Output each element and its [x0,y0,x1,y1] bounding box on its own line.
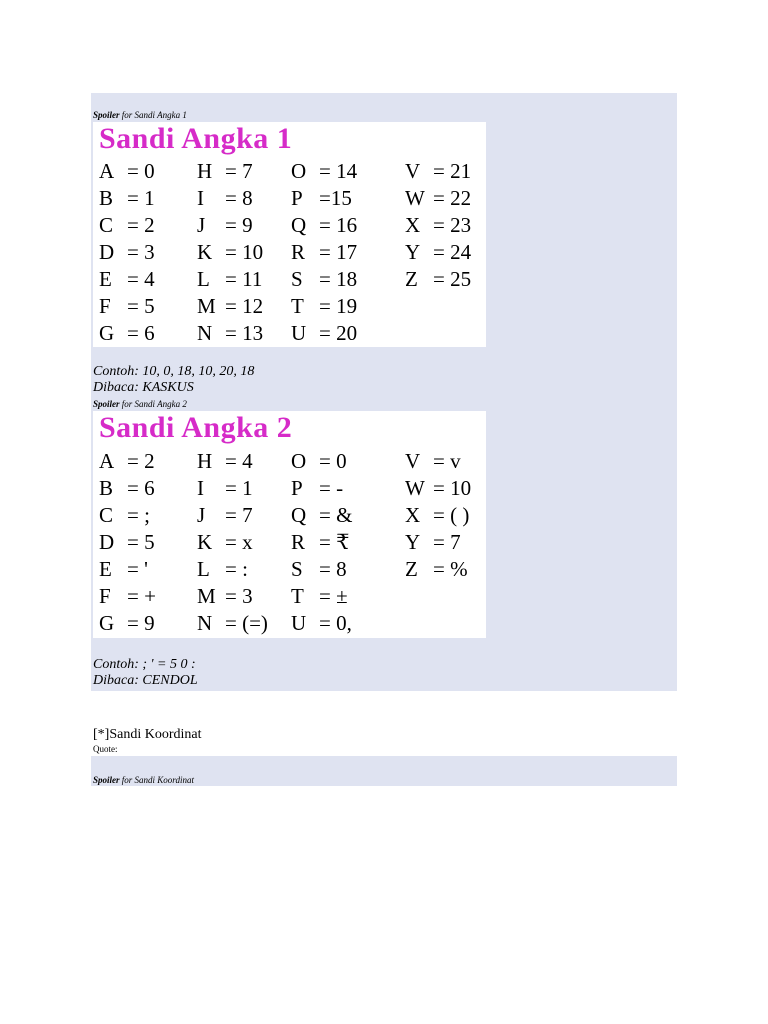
cipher-row [93,293,486,320]
cipher-letter: L [197,557,210,581]
cipher-entry [99,583,156,610]
cipher-value: = 6 [127,476,155,500]
cipher-value: = - [319,476,344,500]
cipher-entry [197,475,253,502]
cipher-title: Sandi Angka 1 [99,122,293,155]
cipher-value: = 2 [127,213,155,237]
spoiler-toggle-sandi-angka-1[interactable]: Spoiler for Sandi Angka 1 [93,110,187,120]
cipher-letter: X [405,213,421,237]
cipher-value: = 7 [225,503,253,527]
cipher-entry [291,320,357,347]
cipher-entry [405,529,461,556]
cipher-value: = 23 [433,213,472,237]
cipher-entry [197,610,268,637]
cipher-letter: Z [405,267,418,291]
cipher-entry [99,502,150,529]
cipher-letter: F [99,294,111,318]
cipher-entry [291,266,357,293]
cipher-value: = 9 [127,611,155,635]
cipher-value: = 4 [127,267,155,291]
cipher-entry [405,266,471,293]
cipher-letter: W [405,186,425,210]
cipher-value: = 11 [225,267,263,291]
cipher-letter: J [197,213,206,237]
cipher-entry [197,583,253,610]
cipher-value: = 24 [433,240,472,264]
cipher-entry [197,158,253,185]
cipher-entry [99,185,155,212]
spoiler-toggle-sandi-angka-2[interactable]: Spoiler for Sandi Angka 2 [93,399,187,409]
cipher-letter: U [291,611,307,635]
cipher-entry [99,610,155,637]
cipher-entry [405,185,471,212]
cipher-letter: B [99,476,114,500]
cipher-entry [99,212,155,239]
cipher-row [93,185,486,212]
example-code: Contoh: 10, 0, 18, 10, 20, 18 [93,364,255,379]
cipher-letter: Z [405,557,418,581]
cipher-row [93,320,486,347]
cipher-letter: P [291,476,303,500]
cipher-value: = ₹ [319,530,350,554]
cipher-entry [291,475,343,502]
cipher-letter: B [99,186,114,210]
cipher-letter: S [291,267,303,291]
cipher-letter: C [99,503,114,527]
cipher-value: =15 [319,186,352,210]
cipher-entry [405,475,471,502]
cipher-value: = 25 [433,267,472,291]
cipher-value: = 10 [433,476,472,500]
cipher-letter: T [291,584,304,608]
cipher-entry [291,212,357,239]
cipher-entry [405,448,461,475]
cipher-row [93,158,486,185]
cipher-letter: Y [405,240,421,264]
cipher-letter: K [197,530,213,554]
cipher-value: = 0 [319,449,347,473]
cipher-letter: U [291,321,307,345]
quote-label: Quote: [93,744,118,754]
cipher-letter: J [197,503,206,527]
example-decoded: Dibaca: KASKUS [93,380,194,395]
cipher-value: = 21 [433,159,472,183]
cipher-entry [291,502,352,529]
cipher-value: = ; [127,503,150,527]
cipher-row [93,556,486,583]
cipher-value: = 13 [225,321,264,345]
cipher-letter: E [99,557,112,581]
cipher-letter: N [197,611,213,635]
cipher-row [93,583,486,610]
cipher-value: = 2 [127,449,155,473]
cipher-letter: H [197,449,213,473]
cipher-entry [99,293,155,320]
cipher-value: = 8 [319,557,347,581]
cipher-value: = 8 [225,186,253,210]
cipher-letter: A [99,449,115,473]
cipher-entry [197,185,253,212]
cipher-entry [99,556,148,583]
cipher-entry [197,556,248,583]
cipher-letter: O [291,449,307,473]
cipher-letter: G [99,321,115,345]
cipher-row [93,610,486,637]
cipher-entry [291,529,349,556]
cipher-value: = 22 [433,186,472,210]
cipher-entry [99,320,155,347]
cipher-letter: D [99,530,115,554]
cipher-letter: R [291,530,306,554]
cipher-value: = v [433,449,461,473]
cipher-letter: I [197,476,204,500]
cipher-value: = 3 [127,240,155,264]
cipher-letter: P [291,186,303,210]
cipher-entry [197,320,263,347]
cipher-value: = 17 [319,240,358,264]
cipher-entry [405,239,471,266]
cipher-entry [405,502,469,529]
cipher-value: = x [225,530,253,554]
cipher-entry [405,556,468,583]
cipher-value: = % [433,557,468,581]
cipher-value: = 1 [225,476,253,500]
cipher-letter: I [197,186,204,210]
cipher-value: = ' [127,557,148,581]
cipher-entry [291,158,357,185]
cipher-value: = 0, [319,611,352,635]
cipher-row [93,475,486,502]
cipher-title: Sandi Angka 2 [99,411,293,444]
cipher-value: = (=) [225,611,268,635]
sandi-angka-2-image [93,411,486,638]
cipher-letter: N [197,321,213,345]
cipher-letter: L [197,267,210,291]
cipher-letter: C [99,213,114,237]
cipher-letter: E [99,267,112,291]
cipher-letter: O [291,159,307,183]
cipher-letter: F [99,584,111,608]
cipher-letter: W [405,476,425,500]
cipher-entry [99,448,155,475]
cipher-letter: V [405,159,421,183]
sandi-angka-1-image [93,122,486,347]
cipher-value: = 7 [433,530,461,554]
cipher-entry [291,556,347,583]
cipher-letter: R [291,240,306,264]
cipher-letter: H [197,159,213,183]
cipher-entry [99,529,155,556]
cipher-value: = 19 [319,294,358,318]
cipher-value: = + [127,584,156,608]
cipher-letter: M [197,584,216,608]
cipher-row [93,266,486,293]
cipher-entry [99,266,155,293]
cipher-value: = : [225,557,248,581]
cipher-letter: T [291,294,304,318]
cipher-value: = 12 [225,294,264,318]
cipher-value: = 7 [225,159,253,183]
cipher-letter: Q [291,503,307,527]
cipher-value: = 20 [319,321,358,345]
section-title-sandi-koordinat: [*]Sandi Koordinat [93,727,202,742]
cipher-row [93,212,486,239]
cipher-entry [405,158,471,185]
cipher-entry [197,212,253,239]
cipher-value: = 9 [225,213,253,237]
cipher-entry [405,212,471,239]
cipher-value: = 1 [127,186,155,210]
cipher-value: = & [319,503,353,527]
cipher-value: = 18 [319,267,358,291]
cipher-row [93,239,486,266]
cipher-letter: D [99,240,115,264]
cipher-entry [197,502,253,529]
cipher-entry [291,583,348,610]
cipher-letter: Q [291,213,307,237]
cipher-entry [197,266,262,293]
example-decoded: Dibaca: CENDOL [93,673,198,688]
cipher-value: = ± [319,584,348,608]
cipher-entry [99,239,155,266]
cipher-entry [291,185,352,212]
cipher-entry [291,448,347,475]
cipher-letter: K [197,240,213,264]
cipher-letter: Y [405,530,421,554]
cipher-entry [291,610,352,637]
cipher-row [93,529,486,556]
cipher-value: = 6 [127,321,155,345]
cipher-entry [99,158,155,185]
cipher-entry [99,475,155,502]
cipher-row [93,448,486,475]
cipher-entry [197,448,253,475]
cipher-value: = 10 [225,240,264,264]
cipher-letter: X [405,503,421,527]
cipher-value: = 5 [127,530,155,554]
cipher-letter: A [99,159,115,183]
cipher-entry [197,239,263,266]
example-code: Contoh: ; ' = 5 0 : [93,657,196,672]
cipher-entry [197,293,263,320]
spoiler-toggle-sandi-koordinat[interactable]: Spoiler for Sandi Koordinat [93,775,194,785]
cipher-entry [291,293,357,320]
cipher-entry [197,529,253,556]
cipher-letter: S [291,557,303,581]
cipher-value: = 4 [225,449,253,473]
cipher-value: = 3 [225,584,253,608]
cipher-value: = 5 [127,294,155,318]
cipher-letter: M [197,294,216,318]
cipher-letter: G [99,611,115,635]
cipher-value: = ( ) [433,503,470,527]
cipher-row [93,502,486,529]
cipher-value: = 0 [127,159,155,183]
cipher-value: = 14 [319,159,358,183]
cipher-letter: V [405,449,421,473]
cipher-value: = 16 [319,213,358,237]
cipher-entry [291,239,357,266]
